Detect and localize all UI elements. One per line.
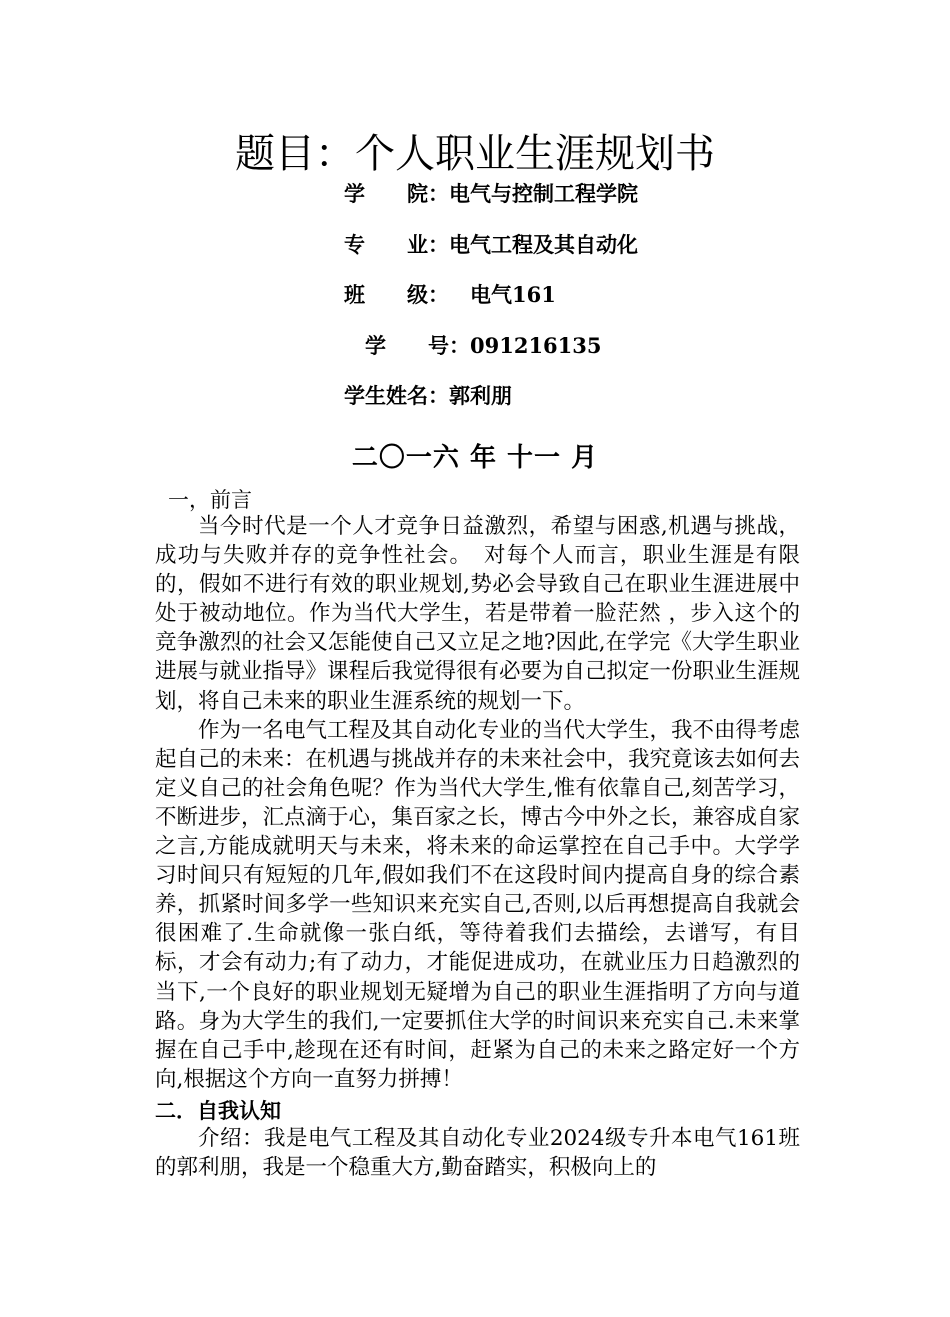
paragraph: 介绍：我是电气工程及其自动化专业2024级专升本电气161班的郭利朋，我是一个稳重大方,勤奋踏实，积极向上的 — [155, 1126, 800, 1181]
section-body-preface — [155, 512, 800, 1094]
info-value: 电气与控制工程学院 — [449, 181, 638, 206]
section-body-self-awareness — [155, 1124, 800, 1182]
info-value: 电气工程及其自动化 — [449, 232, 638, 257]
info-label: 学 院： — [344, 181, 449, 206]
info-value: 091216135 — [470, 333, 602, 358]
paragraph: 作为一名电气工程及其自动化专业的当代大学生，我不由得考虑起自己的未来：在机遇与挑战并存的未来社会中，我究竟该去如何去定义自己的社会角色呢？作为当代大学生,惟有依靠自己,刻苦学习，不断进步，汇点滴于心，集百家之长，博古今中外之长，兼容成自家之言,方能成就明天与未来，将未来的命运掌控在自己手中。大学学习时间只有短短的几年,假如我们不在这段时间内提高自身的综合素养，抓紧时间多学一些知识来充实自己,否则,以后再想提高自我就会很困难了.生命就像一张白纸，等待着我们去描绘，去谱写，有目标，才会有动力;有了动力，才能促进成功，在就业压力日趋激烈的当下,一个良好的职业规划无疑增为自己的职业生涯指明了方向与道路。身为大学生的我们,一定要抓住大学的时间识来充实自己.未来掌握在自己手中,趁现在还有时间，赶紧为自己的未来之路定好一个方向,根据这个方向一直努力拼搏！ — [155, 717, 801, 1092]
info-row-major — [344, 231, 638, 259]
paragraph: 当今时代是一个人才竞争日益激烈，希望与困惑,机遇与挑战，成功与失败并存的竞争性社会。 对每个人而言，职业生涯是有限的，假如不进行有效的职业规划,势必会导致自己在职业生涯进展中处于被动地位。作为当代大学生，若是带着一脸茫然 ，步入这个的竞争激烈的社会又怎能使自己又立足之地?因此,在学完《大学生职业进展与就业指导》课程后我觉得很有必要为自己拟定一份职业生涯规划，将自己未来的职业生涯系统的规划一下。 — [155, 514, 801, 714]
info-row-college — [344, 180, 638, 208]
info-value: 电气161 — [449, 282, 556, 307]
info-row-class — [344, 281, 556, 309]
info-label: 学生姓名： — [344, 383, 449, 408]
info-value: 郭利朋 — [449, 383, 512, 408]
document-title: 题目：个人职业生涯规划书 — [235, 131, 715, 177]
info-row-student-id — [344, 332, 602, 360]
info-label: 学 号： — [344, 333, 470, 358]
section-heading-self-awareness: 二．自我认知 — [155, 1098, 281, 1123]
section-heading-preface: 一，前言 — [168, 488, 252, 512]
info-row-student-name — [344, 382, 512, 410]
info-label: 班 级： — [344, 282, 449, 307]
document-date: 二〇一六 年 十一 月 — [351, 443, 599, 473]
info-label: 专 业： — [344, 232, 449, 257]
